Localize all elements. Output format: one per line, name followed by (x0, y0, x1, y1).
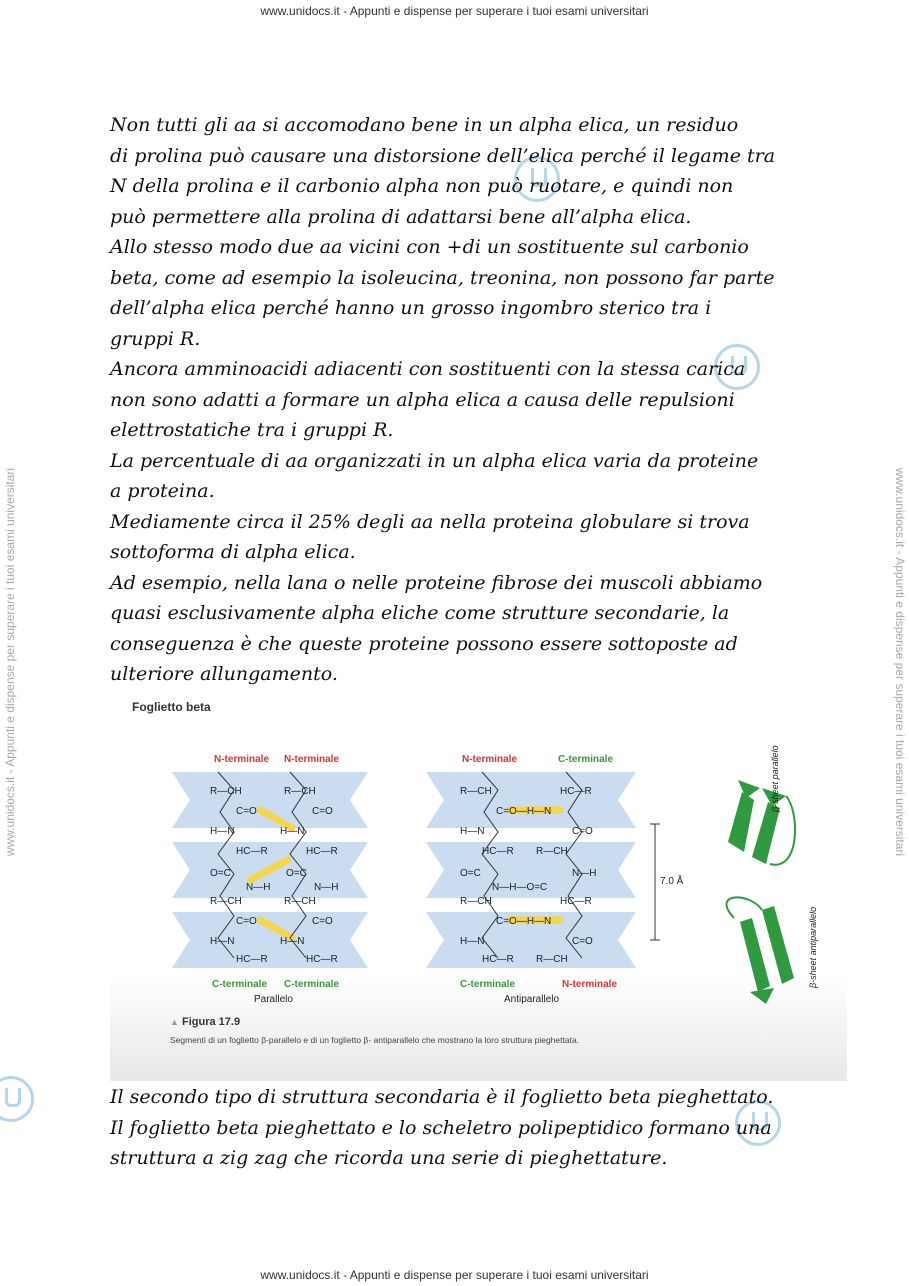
beta-sheet-antiparallel-label: β-sheet antiparallelo (808, 906, 818, 988)
text-line: gruppi R. (110, 327, 201, 350)
text-line: può permettere alla prolina di adattarsi bene all’alpha elica. (110, 205, 692, 228)
text-line: sottoforma di alpha elica. (110, 541, 356, 563)
svg-text:R—CH: R—CH (210, 896, 242, 907)
svg-text:HC—R: HC—R (236, 954, 268, 965)
text-line: di prolina può causare una distorsione dell’elica perché il legame tra (110, 144, 776, 167)
svg-text:H—N: H—N (280, 826, 305, 837)
svg-text:C=O: C=O (312, 916, 333, 927)
unidocs-logo-icon (0, 1076, 34, 1122)
text-line: quasi esclusivamente alpha eliche come strutture secondarie, la (110, 602, 730, 624)
antiparallel-label: Antiparallelo (504, 994, 560, 1005)
svg-text:R—CH: R—CH (536, 954, 568, 965)
svg-text:R—CH: R—CH (460, 896, 492, 907)
text-line: beta, come ad esempio la isoleucina, treonina, non possono far parte (110, 266, 775, 289)
header-watermark: www.unidocs.it - Appunti e dispense per superare i tuoi esami universitari (260, 4, 649, 18)
svg-text:H—N: H—N (210, 936, 235, 947)
parallel-n-terminal-2: N-terminale (284, 754, 340, 765)
triangle-marker-icon: ▲ (170, 1017, 179, 1027)
svg-text:HC—R: HC—R (306, 954, 338, 965)
beta-sheet-figure (110, 692, 847, 1081)
svg-text:C=O—H—N: C=O—H—N (496, 916, 552, 927)
svg-text:O=C: O=C (460, 868, 481, 879)
text-line: Allo stesso modo due aa vicini con +di un sostituente sul carbonio (110, 236, 749, 258)
svg-text:HC—R: HC—R (236, 846, 268, 857)
parallel-label: Parallelo (254, 994, 293, 1005)
svg-text:C=O—H—N: C=O—H—N (496, 806, 552, 817)
svg-text:O=C: O=C (286, 868, 307, 879)
svg-text:HC—R: HC—R (560, 896, 592, 907)
text-line: N della prolina e il carbonio alpha non può ruotare, e quindi non (110, 175, 734, 197)
svg-text:R—CH: R—CH (210, 786, 242, 797)
svg-text:R—CH: R—CH (460, 786, 492, 797)
antiparallel-c-terminal-bottom: C-terminale (460, 979, 516, 990)
text-line: struttura a zig zag che ricorda una serie di pieghettature. (110, 1147, 668, 1169)
svg-text:C=O: C=O (236, 916, 257, 927)
left-side-watermark: www.unidocs.it - Appunti e dispense per superare i tuoi esami universitari (3, 467, 17, 857)
svg-text:HC—R: HC—R (482, 846, 514, 857)
figure-number: Figura 17.9 (181, 1016, 241, 1028)
text-line: conseguenza è che queste proteine possono essere sottoposte ad (110, 632, 738, 655)
svg-text:C=O: C=O (572, 826, 593, 837)
svg-text:H—N: H—N (210, 826, 235, 837)
svg-text:H—N: H—N (280, 936, 305, 947)
paragraph-alpha-helix (110, 110, 810, 690)
svg-text:N—H—O=C: N—H—O=C (492, 882, 548, 893)
svg-text:N—H: N—H (314, 882, 339, 893)
antiparallel-ribbon-icon (726, 897, 794, 1004)
text-line: La percentuale di aa organizzati in un alpha elica varia da proteine (110, 449, 759, 472)
text-line: Ancora amminoacidi adiacenti con sostituenti con la stessa carica (110, 358, 746, 380)
parallel-c-terminal-2: C-terminale (284, 979, 340, 990)
antiparallel-bands (426, 772, 636, 968)
svg-text:R—CH: R—CH (536, 846, 568, 857)
figure-title: Foglietto beta (132, 700, 211, 714)
text-line: non sono adatti a formare un alpha elica a causa delle repulsioni (110, 388, 735, 411)
svg-text:C=O: C=O (312, 806, 333, 817)
text-line: Ad esempio, nella lana o nelle proteine fibrose dei muscoli abbiamo (110, 571, 763, 594)
svg-text:O=C: O=C (210, 868, 231, 879)
text-line: Il secondo tipo di struttura secondaria è il foglietto beta pieghettato. (110, 1086, 774, 1108)
antiparallel-c-terminal-top: C-terminale (558, 754, 614, 765)
right-side-watermark: www.unidocs.it - Appunti e dispense per superare i tuoi esami universitari (893, 467, 907, 857)
svg-text:C=O: C=O (236, 806, 257, 817)
text-line: Il foglietto beta pieghettato e lo scheletro polipeptidico formano una (110, 1116, 772, 1139)
svg-text:N—H: N—H (572, 868, 597, 879)
parallel-ribbon-icon (728, 780, 795, 865)
figure-caption-title (170, 1016, 240, 1028)
svg-text:HC—R: HC—R (482, 954, 514, 965)
beta-sheet-parallel-label: β-sheet parallelo (770, 745, 780, 812)
text-line: Non tutti gli aa si accomodano bene in un alpha elica, un residuo (110, 114, 739, 136)
svg-text:C=O: C=O (572, 936, 593, 947)
svg-text:R—CH: R—CH (284, 786, 316, 797)
svg-text:N—H: N—H (246, 882, 271, 893)
text-line: elettrostatiche tra i gruppi R. (110, 419, 394, 441)
svg-text:HC—R: HC—R (306, 846, 338, 857)
parallel-n-terminal-1: N-terminale (214, 754, 270, 765)
parallel-c-terminal-1: C-terminale (212, 979, 268, 990)
text-line: a proteina. (110, 480, 215, 502)
svg-text:HC—R: HC—R (560, 786, 592, 797)
antiparallel-n-terminal-bottom: N-terminale (562, 979, 618, 990)
text-line: ulteriore allungamento. (110, 663, 338, 685)
figure-caption: Segmenti di un foglietto β-parallelo e di un foglietto β- antiparallelo che mostrano la loro struttura pieghettata. (170, 1035, 580, 1045)
beta-sheet-diagram (110, 692, 847, 1012)
distance-label: 7.0 Å (660, 876, 684, 887)
paragraph-beta-sheet (110, 1082, 810, 1174)
svg-text:R—CH: R—CH (284, 896, 316, 907)
svg-text:H—N: H—N (460, 936, 485, 947)
distance-bracket (650, 824, 660, 940)
footer-watermark: www.unidocs.it - Appunti e dispense per superare i tuoi esami universitari (260, 1268, 649, 1282)
text-line: Mediamente circa il 25% degli aa nella proteina globulare si trova (110, 510, 750, 533)
text-line: dell’alpha elica perché hanno un grosso ingombro sterico tra i (110, 297, 712, 319)
antiparallel-n-terminal-top: N-terminale (462, 754, 518, 765)
svg-text:H—N: H—N (460, 826, 485, 837)
